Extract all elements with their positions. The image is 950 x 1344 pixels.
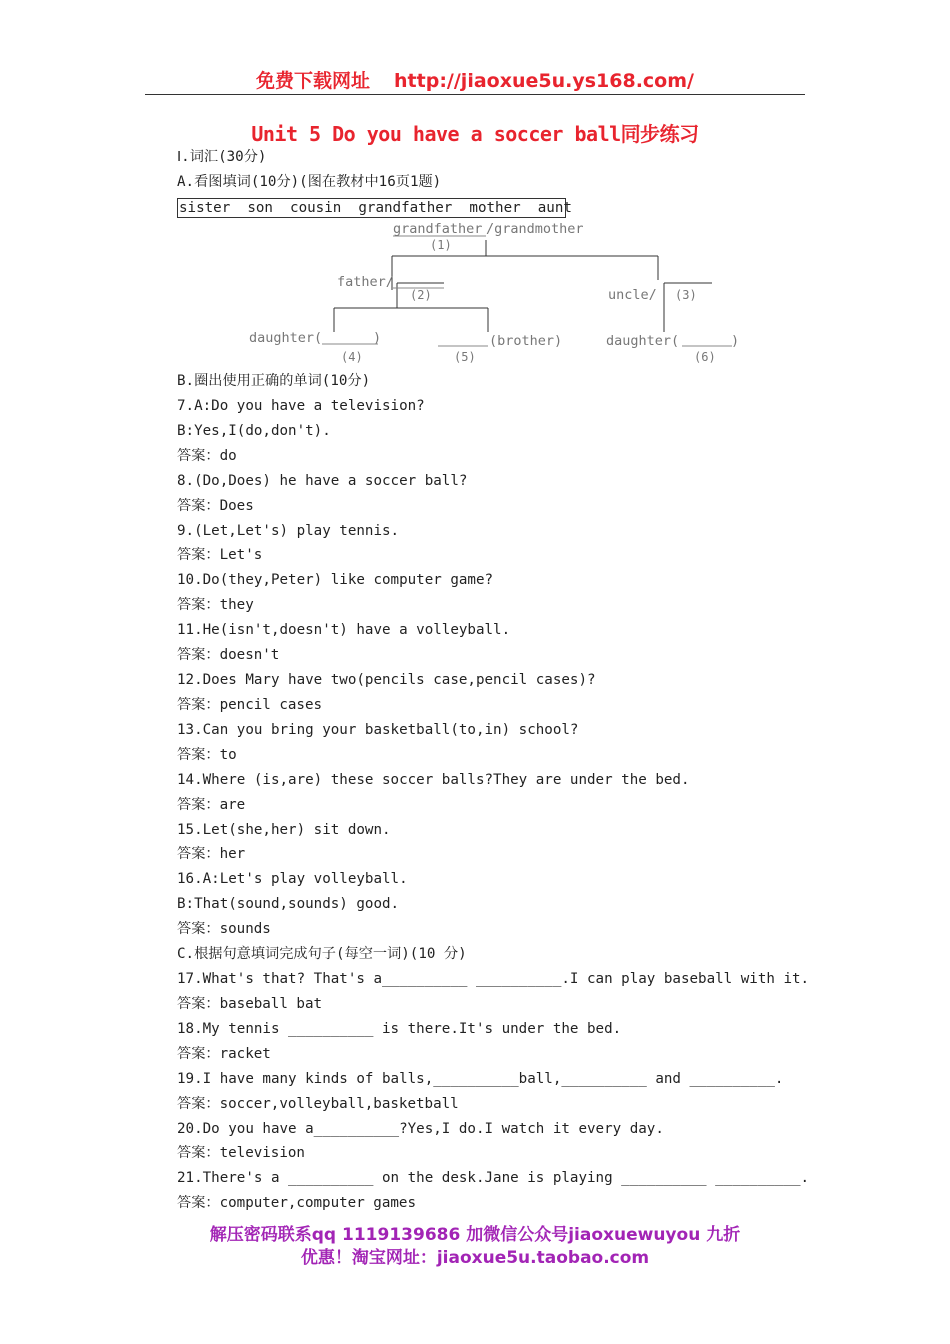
q11: 11.He(isn't,doesn't) have a volleyball. [177, 622, 511, 638]
page-title: Unit 5 Do you have a soccer ball同步练习 [251, 122, 699, 146]
q10: 10.Do(they,Peter) like computer game? [177, 572, 494, 588]
tree-num-6: (6) [694, 350, 716, 364]
q8: 8.(Do,Does) he have a soccer ball? [177, 473, 468, 489]
part-a-heading: A.看图填词(10分)(图在教材中16页1题) [177, 174, 442, 190]
tree-daughter-right: daughter( [606, 333, 680, 349]
family-tree [0, 218, 950, 368]
word-box: sister son cousin grandfather mother aunt [179, 200, 572, 216]
tree-num-4: (4) [341, 350, 363, 364]
tree-daughter-left: daughter( [249, 330, 323, 346]
page-header [145, 66, 805, 95]
tree-grandmother: /grandmother [486, 221, 584, 237]
answer-12: 答案：pencil cases [177, 697, 323, 713]
answer-10: 答案：they [177, 597, 254, 613]
answer-19: 答案：soccer,volleyball,basketball [177, 1096, 459, 1112]
q7-a: 7.A:Do you have a television? [177, 398, 425, 414]
q17: 17.What's that? That's a__________ __________.I can play baseball with it. [177, 971, 810, 987]
tree-num-1: (1) [430, 238, 452, 252]
tree-grandfather: grandfather [393, 221, 483, 237]
answer-7: 答案：do [177, 448, 237, 464]
header-label: 免费下载网址 [256, 70, 371, 92]
answer-14: 答案：are [177, 797, 246, 813]
q15: 15.Let(she,her) sit down. [177, 822, 391, 838]
answer-9: 答案：Let's [177, 547, 263, 563]
tree-close-right: ) [731, 333, 740, 349]
answer-8: 答案：Does [177, 498, 254, 514]
tree-father: father/ [337, 274, 394, 290]
answer-11: 答案：doesn't [177, 647, 280, 663]
q21: 21.There's a __________ on the desk.Jane is playing __________ __________. [177, 1170, 810, 1186]
q13: 13.Can you bring your basketball(to,in) school? [177, 722, 579, 738]
answer-13: 答案：to [177, 747, 237, 763]
tree-num-5: (5) [454, 350, 476, 364]
q12: 12.Does Mary have two(pencils case,pencil cases)? [177, 672, 596, 688]
tree-brother: (brother) [489, 333, 563, 349]
tree-uncle: uncle/ [608, 287, 657, 303]
q16-a: 16.A:Let's play volleyball. [177, 871, 408, 887]
answer-16: 答案：sounds [177, 921, 271, 937]
answer-21: 答案：computer,computer games [177, 1195, 417, 1211]
answer-15: 答案：her [177, 846, 246, 862]
section-vocab-heading: Ⅰ.词汇(30分) [177, 149, 267, 165]
part-b-heading: B.圈出使用正确的单词(10分) [177, 373, 371, 389]
tree-num-3: (3) [675, 288, 697, 302]
q7-b: B:Yes,I(do,don't). [177, 423, 331, 439]
answer-17: 答案：baseball bat [177, 996, 323, 1012]
q18: 18.My tennis __________ is there.It's under the bed. [177, 1021, 622, 1037]
tree-num-2: (2) [410, 288, 432, 302]
q19: 19.I have many kinds of balls,__________ball,__________ and __________. [177, 1071, 784, 1087]
answer-18: 答案：racket [177, 1046, 271, 1062]
header-url[interactable]: http://jiaoxue5u.ys168.com/ [394, 70, 694, 92]
footer-line-1: 解压密码联系qq 1119139686 加微信公众号jiaoxuewuyou 九折 [209, 1225, 741, 1245]
q16-b: B:That(sound,sounds) good. [177, 896, 400, 912]
q9: 9.(Let,Let's) play tennis. [177, 523, 400, 539]
tree-close-left: ) [373, 330, 382, 346]
q14: 14.Where (is,are) these soccer balls?They are under the bed. [177, 772, 690, 788]
part-c-heading: C.根据句意填词完成句子(每空一词)(10 分) [177, 946, 467, 962]
answer-20: 答案：television [177, 1145, 305, 1161]
q20: 20.Do you have a__________?Yes,I do.I watch it every day. [177, 1121, 664, 1137]
footer-line-2: 优惠！淘宝网址：jiaoxue5u.taobao.com [300, 1248, 650, 1268]
